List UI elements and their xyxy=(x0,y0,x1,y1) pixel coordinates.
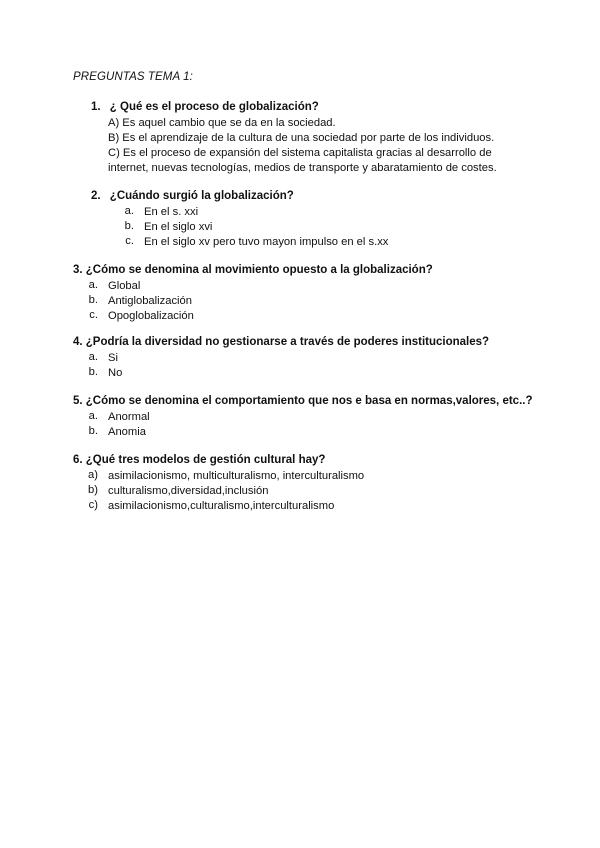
question-3-marker-b: b. xyxy=(88,294,98,306)
question-6-marker-a: a) xyxy=(88,469,98,481)
page-title: PREGUNTAS TEMA 1: xyxy=(73,71,193,83)
question-3-option-a: Global xyxy=(108,280,141,292)
question-5-marker-b: b. xyxy=(88,425,98,437)
question-5-option-a: Anormal xyxy=(108,411,150,423)
question-1-text: ¿ Qué es el proceso de globalización? xyxy=(109,101,319,113)
question-2-marker-b: b. xyxy=(124,220,134,232)
question-1 xyxy=(91,101,319,113)
question-4: 4. ¿Podría la diversidad no gestionarse a través de poderes institucionales? xyxy=(73,336,490,348)
question-1-option-a: A) Es aquel cambio que se da en la sociedad. xyxy=(108,117,336,129)
question-2-marker-a: a. xyxy=(124,205,134,217)
question-3-option-c: Opoglobalización xyxy=(108,310,194,322)
question-6-marker-c: c) xyxy=(88,499,98,511)
question-2-text: ¿Cuándo surgió la globalización? xyxy=(109,190,294,202)
question-4-marker-b: b. xyxy=(88,366,98,378)
question-5-option-b: Anomia xyxy=(108,426,146,438)
question-3-option-b: Antiglobalización xyxy=(108,295,192,307)
question-6: 6. ¿Qué tres modelos de gestión cultural hay? xyxy=(73,454,326,466)
question-2-option-c: En el siglo xv pero tuvo mayon impulso en el s.xx xyxy=(144,236,389,248)
question-1-number: 1. xyxy=(91,101,101,113)
question-2 xyxy=(91,190,294,202)
question-5-marker-a: a. xyxy=(88,410,98,422)
question-4-option-b: No xyxy=(108,367,123,379)
question-3: 3. ¿Cómo se denomina al movimiento opuesto a la globalización? xyxy=(73,264,433,276)
question-6-option-a: asimilacionismo, multiculturalismo, interculturalismo xyxy=(108,470,365,482)
question-2-marker-c: c. xyxy=(125,235,134,247)
question-1-option-c-continued: internet, nuevas tecnologías, medios de transporte y abaratamiento de costes. xyxy=(108,162,497,174)
question-2-option-b: En el siglo xvi xyxy=(144,221,213,233)
question-4-marker-a: a. xyxy=(88,351,98,363)
question-6-option-b: culturalismo,diversidad,inclusión xyxy=(108,485,269,497)
question-3-marker-a: a. xyxy=(88,279,98,291)
question-2-option-a: En el s. xxi xyxy=(144,206,199,218)
question-6-option-c: asimilacionismo,culturalismo,interculturalismo xyxy=(108,500,335,512)
question-3-marker-c: c. xyxy=(89,309,98,321)
question-1-option-c: C) Es el proceso de expansión del sistema capitalista gracias al desarrollo de xyxy=(108,147,492,159)
question-1-option-b: B) Es el aprendizaje de la cultura de una sociedad por parte de los individuos. xyxy=(108,132,495,144)
question-2-number: 2. xyxy=(91,190,101,202)
question-5: 5. ¿Cómo se denomina el comportamiento que nos e basa en normas,valores, etc..? xyxy=(73,395,533,407)
question-6-marker-b: b) xyxy=(88,484,98,496)
question-4-option-a: Si xyxy=(108,352,118,364)
